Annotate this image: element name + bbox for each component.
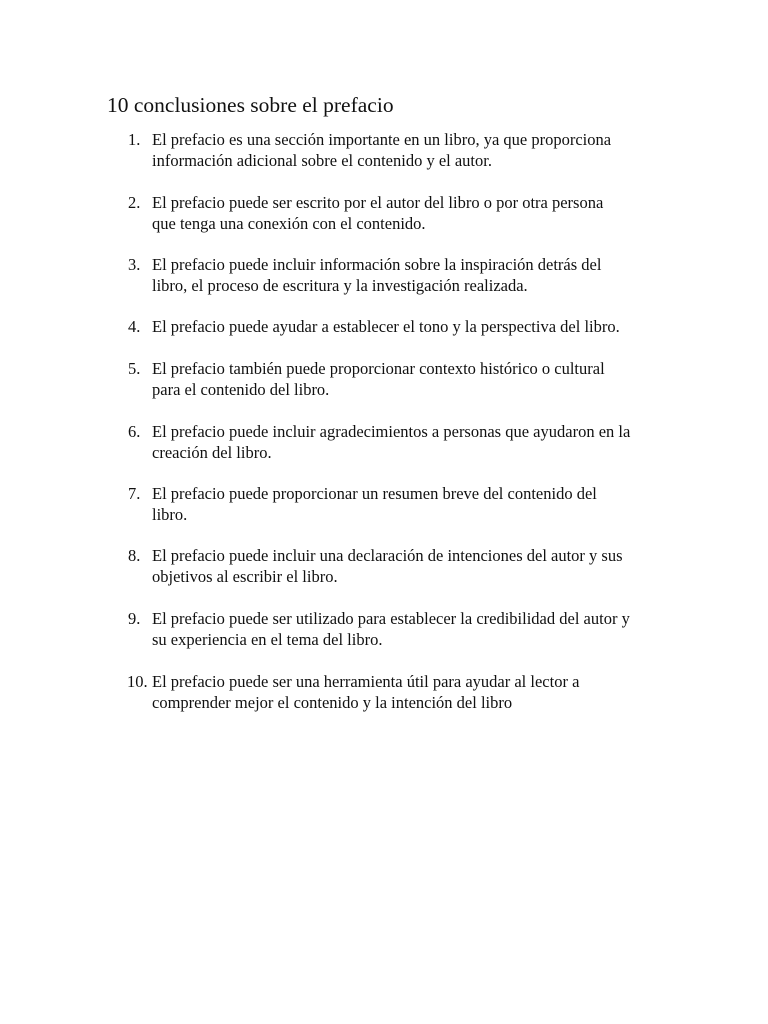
item-number: 9. — [128, 609, 141, 628]
item-text: El prefacio también puede proporcionar contexto histórico o cultural para el contenido del libro. — [152, 359, 605, 399]
item-number: 2. — [128, 193, 141, 212]
item-text: El prefacio puede ayudar a establecer el tono y la perspectiva del libro. — [152, 317, 620, 336]
document-title: 10 conclusiones sobre el prefacio — [107, 93, 394, 117]
item-number: 4. — [128, 317, 141, 336]
item-text: El prefacio puede incluir agradecimientos a personas que ayudaron en la creación del libro. — [152, 422, 631, 462]
item-number: 5. — [128, 359, 141, 378]
item-text: El prefacio puede proporcionar un resumen breve del contenido del libro. — [152, 484, 597, 524]
item-number: 1. — [128, 130, 141, 149]
item-number: 10. — [127, 672, 148, 691]
item-text: El prefacio es una sección importante en un libro, ya que proporciona información adicional sobre el contenido y el autor. — [152, 130, 612, 170]
item-number: 6. — [128, 422, 141, 441]
item-number: 3. — [128, 255, 141, 274]
item-text: El prefacio puede ser una herramienta útil para ayudar al lector a comprender mejor el contenido y la intención del libro — [152, 672, 580, 712]
item-text: El prefacio puede incluir información sobre la inspiración detrás del libro, el proceso de escritura y la investigación realizada. — [152, 255, 602, 295]
item-text: El prefacio puede ser escrito por el autor del libro o por otra persona que tenga una conexión con el contenido. — [152, 193, 604, 233]
item-number: 7. — [128, 484, 141, 503]
item-number: 8. — [128, 546, 141, 565]
item-text: El prefacio puede incluir una declaración de intenciones del autor y sus objetivos al escribir el libro. — [152, 546, 623, 586]
item-text: El prefacio puede ser utilizado para establecer la credibilidad del autor y su experiencia en el tema del libro. — [152, 609, 630, 649]
